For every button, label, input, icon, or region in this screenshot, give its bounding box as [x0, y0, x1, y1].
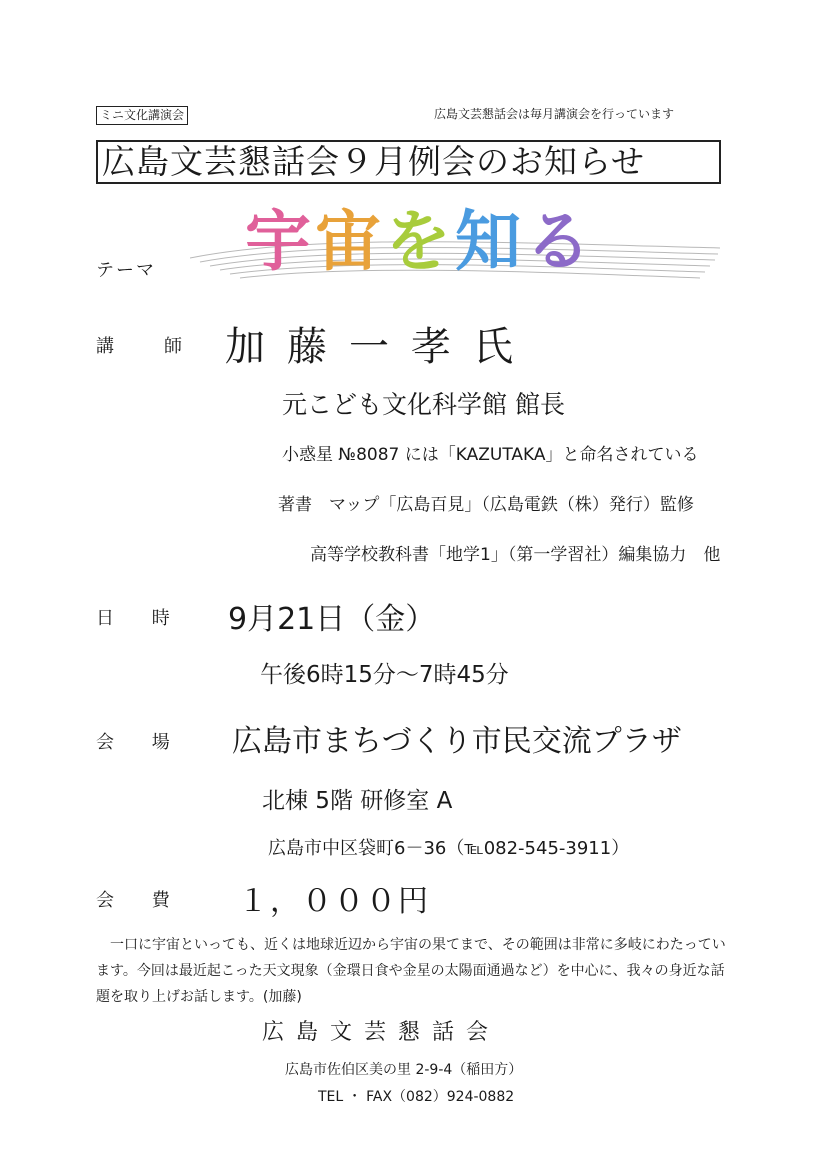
theme-char-4: 知 [455, 203, 525, 280]
lecturer-books-2: 高等学校教科書「地学1」（第一学習社）編集協力 他 [310, 545, 721, 565]
organizer-name: 広島文芸懇話会 [262, 1020, 501, 1045]
lecturer-position: 元こども文化科学館 館長 [282, 390, 565, 419]
lecturer-name: 加藤一孝氏 [225, 324, 535, 370]
header-note: 広島文芸懇話会は毎月講演会を行っています [434, 107, 675, 121]
theme-char-5: る [525, 203, 595, 280]
fee-label: 会 費 [96, 890, 186, 911]
event-description: 一口に宇宙といっても、近くは地球近辺から宇宙の果てまで、その範囲は非常に多岐にわたっています。今回は最近起こった天文現象（金環日食や金星の太陽面通過など）を中心に、我々の身近な話題を取り上げお話します。(加藤) [96, 937, 726, 1005]
theme-label: テーマ [96, 260, 156, 281]
event-date: 9月21日（金） [228, 602, 436, 637]
theme-char-2: 宙 [315, 203, 385, 280]
theme-char-3: を [385, 203, 455, 280]
venue-address: 広島市中区袋町6－36（℡082-545-3911） [268, 838, 630, 859]
page-title: 広島文芸懇話会９月例会のお知らせ [96, 140, 721, 184]
fee-amount: １，０００円 [238, 884, 430, 919]
venue-room: 北棟 5階 研修室 A [262, 788, 453, 814]
lecturer-asteroid: 小惑星 №8087 には「KAZUTAKA」と命名されている [282, 445, 699, 465]
lecturer-books-1: 著書 マップ「広島百見」（広島電鉄（株）発行）監修 [278, 495, 694, 515]
theme-char-1: 宇 [245, 203, 315, 280]
datetime-label: 日 時 [96, 608, 186, 629]
lecturer-label: 講 師 [96, 336, 198, 357]
theme-title [245, 202, 595, 282]
theme-heading [190, 203, 720, 288]
organizer-tel: TEL ・ FAX（082）924-0882 [318, 1089, 515, 1105]
organizer-address: 広島市佐伯区美の里 2-9-4（稲田方） [285, 1062, 523, 1078]
venue-label: 会 場 [96, 732, 186, 753]
series-tag: ミニ文化講演会 [96, 106, 188, 125]
event-time: 午後6時15分〜7時45分 [260, 662, 509, 688]
venue-name: 広島市まちづくり市民交流プラザ [232, 724, 682, 759]
